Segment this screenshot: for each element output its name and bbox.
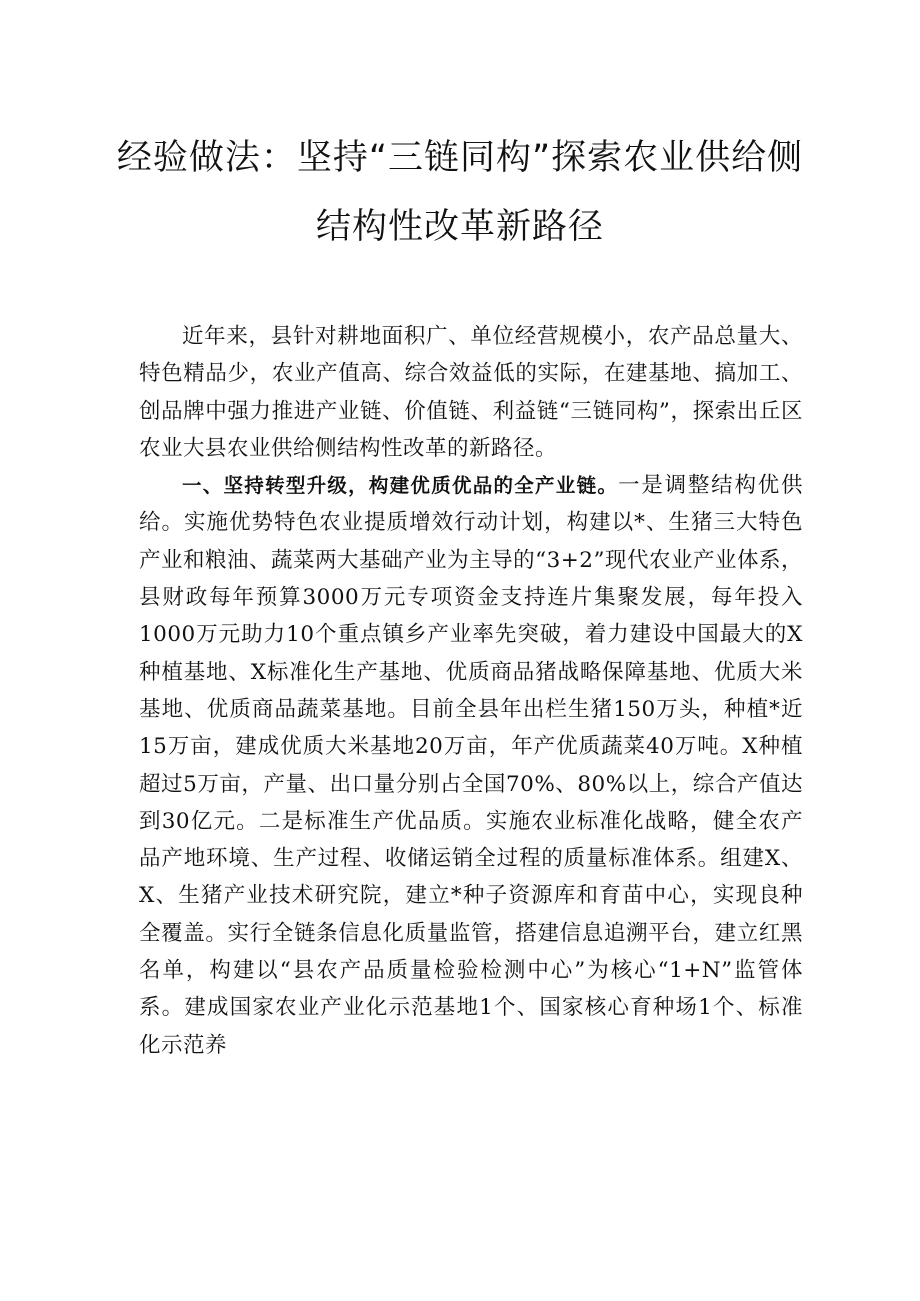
- section-1-heading: 一、坚持转型升级，构建优质优品的全产业链。: [182, 474, 619, 498]
- document-title-line-1: 经验做法：坚持“三链同构”探索农业供给侧: [116, 138, 804, 178]
- section-1-paragraph: [139, 467, 803, 1064]
- intro-paragraph: 近年来，县针对耕地面积广、单位经营规模小，农产品总量大、特色精品少，农业产值高、综合效益低的实际，在建基地、搞加工、创品牌中强力推进产业链、价值链、利益链“三链同构”，探索出丘区农业大县农业供给侧结构性改革的新路径。: [139, 324, 803, 461]
- document-body: [139, 318, 803, 1064]
- section-1-body: 一是调整结构优供给。实施优势特色农业提质增效行动计划，构建以*、生猪三大特色产业和粮油、蔬菜两大基础产业为主导的“3+2”现代农业产业体系，县财政每年预算3000万元专项资金支持连片集聚发展，每年投入1000万元助力10个重点镇乡产业率先突破，着力建设中国最大的X种植基地、X标准化生产基地、优质商品猪战略保障基地、优质大米基地、优质商品蔬菜基地。目前全县年出栏生猪150万头，种植*近15万亩，建成优质大米基地20万亩，年产优质蔬菜40万吨。X种植超过5万亩，产量、出口量分别占全国70%、80%以上，综合产值达到30亿元。二是标准生产优品质。实施农业标准化战略，健全农产品产地环境、生产过程、收储运销全过程的质量标准体系。组建X、X、生猪产业技术研究院，建立*种子资源库和育苗中心，实现良种全覆盖。实行全链条信息化质量监管，搭建信息追溯平台，建立红黑名单，构建以“县农产品质量检验检测中心”为核心“1+N”监管体系。建成国家农业产业化示范基地1个、国家核心育种场1个、标准化示范养: [139, 473, 803, 1058]
- document-title-line-2: 结构性改革新路径: [315, 207, 604, 247]
